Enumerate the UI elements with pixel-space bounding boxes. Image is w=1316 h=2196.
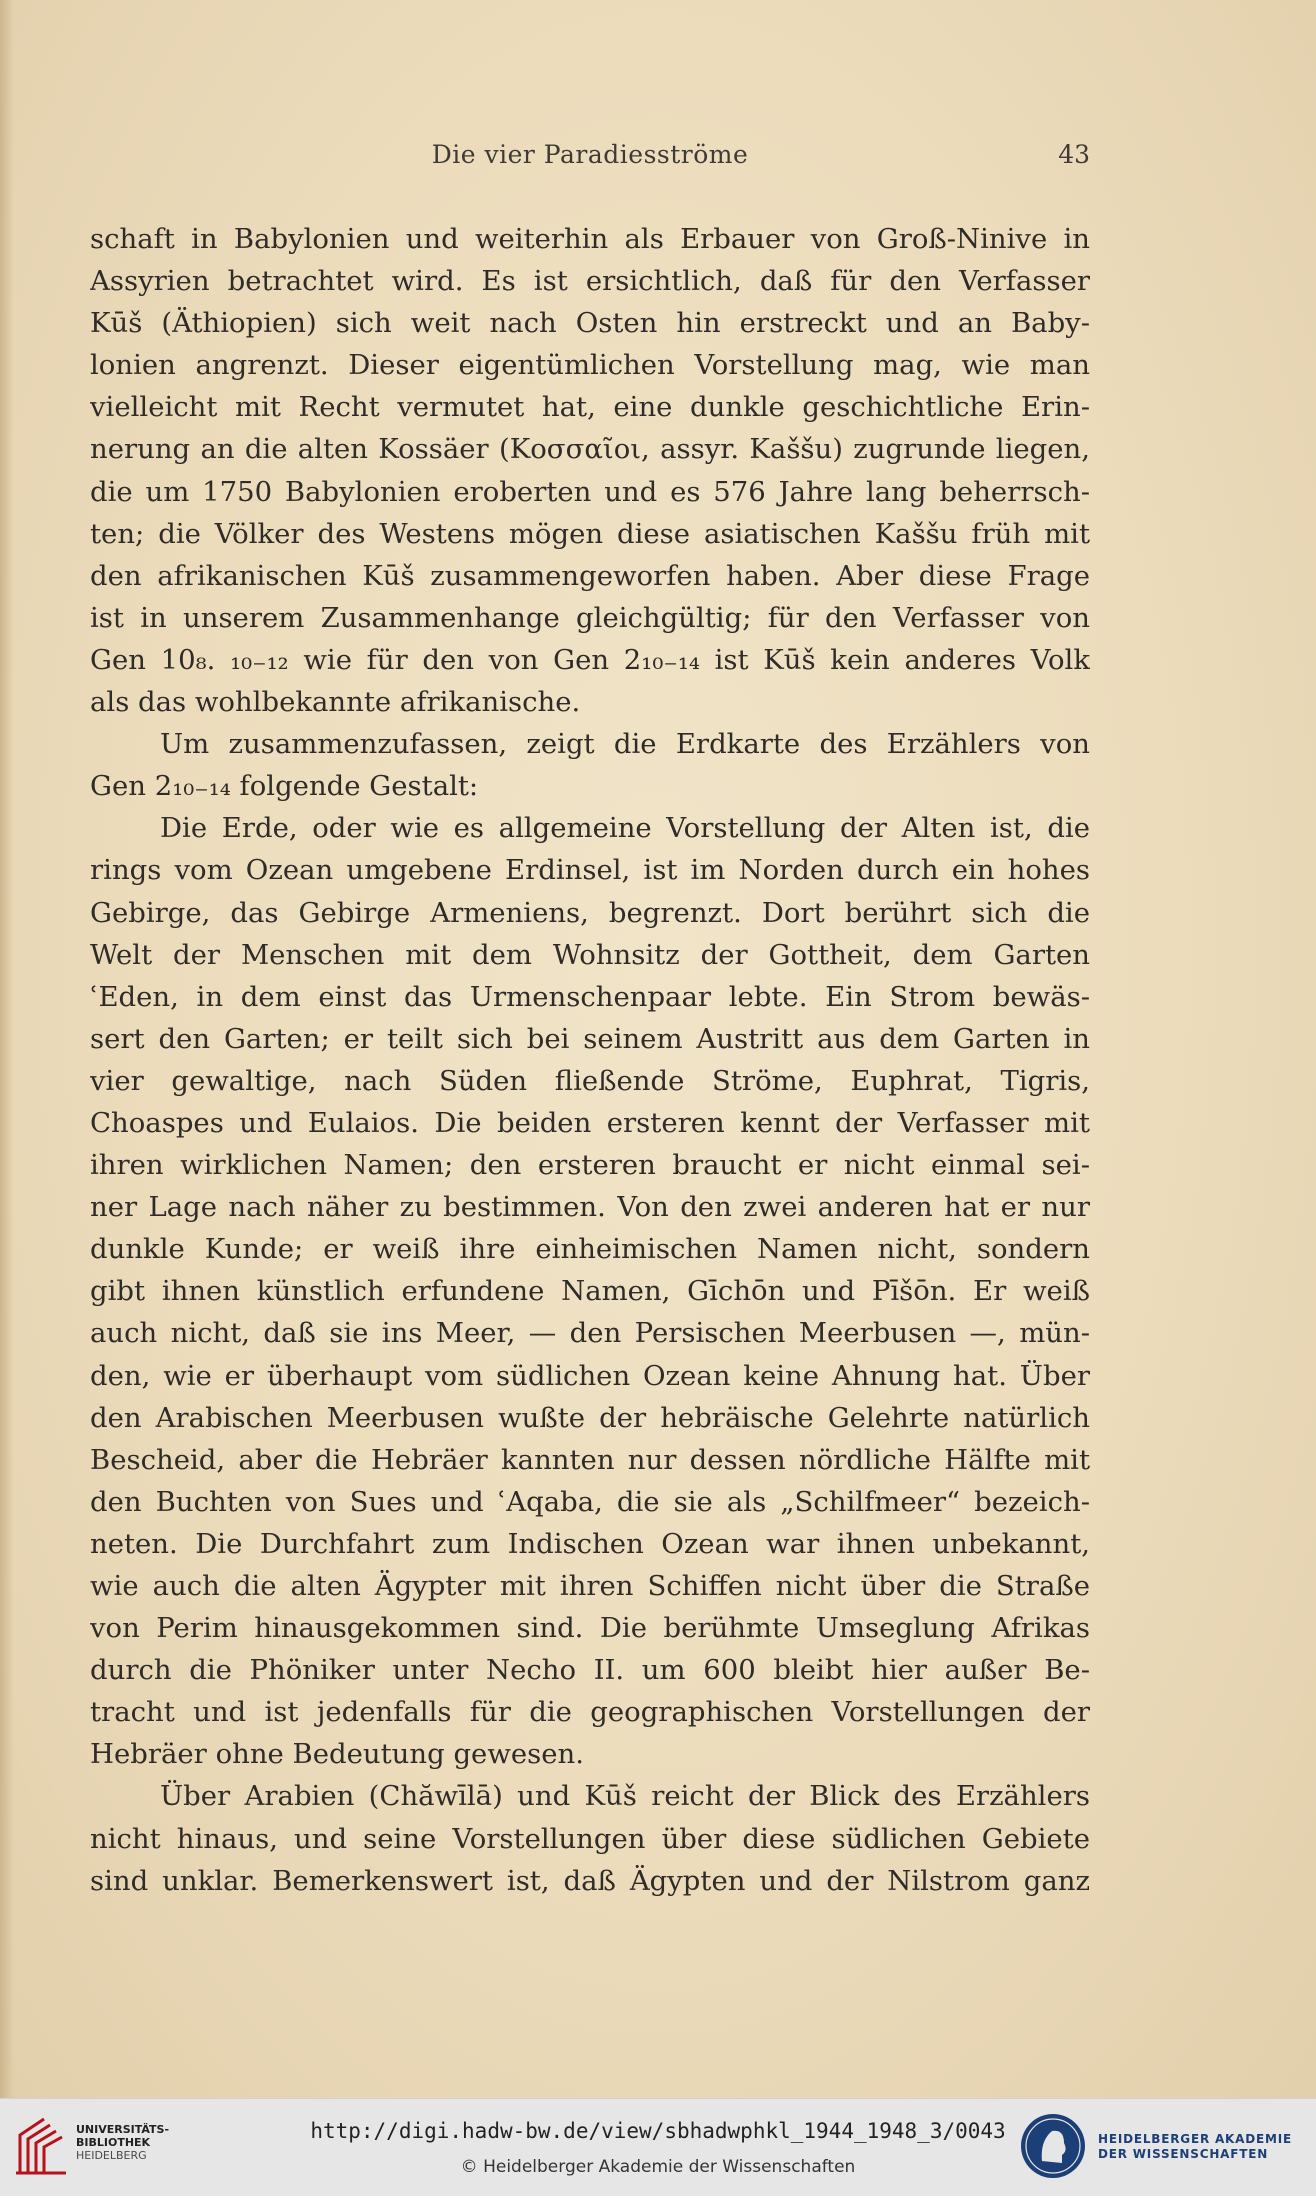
text-line: Choaspes und Eulaios. Die beiden ersteren kennt der Verfasser mit <box>90 1106 1090 1139</box>
text-line: ist in unserem Zusammenhange gleichgültig; für den Verfasser von <box>90 601 1090 634</box>
text-line: Um zusammenzufassen, zeigt die Erdkarte des Erzählers von <box>160 728 1090 761</box>
text-line: ʿEden, in dem einst das Urmenschenpaar lebte. Ein Strom bewäs- <box>90 980 1090 1013</box>
academy-seal-icon <box>1018 2111 1088 2181</box>
text-line: Assyrien betrachtet wird. Es ist ersichtlich, daß für den Verfasser <box>90 265 1090 298</box>
text-line: lonien angrenzt. Dieser eigentümlichen Vorstellung mag, wie man <box>90 349 1090 382</box>
running-title: Die vier Paradiesströme <box>431 140 749 169</box>
academy-name <box>1098 2132 1292 2162</box>
text-line: Welt der Menschen mit dem Wohnsitz der Gottheit, dem Garten <box>90 938 1090 971</box>
text-line: gibt ihnen künstlich erfundene Namen, Gīchōn und Pīšōn. Er weiß <box>90 1275 1090 1308</box>
text-line: nerung an die alten Kossäer (Κοσσαῖοι, assyr. Kaššu) zugrunde liegen, <box>90 433 1090 466</box>
text-line: Bescheid, aber die Hebräer kannten nur dessen nördliche Hälfte mit <box>90 1443 1090 1476</box>
library-name-line: UNIVERSITÄTS- <box>76 2123 170 2136</box>
copyright-notice: © Heidelberger Akademie der Wissenschaften <box>460 2157 856 2177</box>
text-line: die um 1750 Babylonien eroberten und es 576 Jahre lang beherrsch- <box>90 475 1090 508</box>
text-line: Gen 10₈. ₁₀₋₁₂ wie für den von Gen 2₁₀₋₁₄ ist Kūš kein anderes Volk <box>90 643 1090 676</box>
text-line: von Perim hinausgekommen sind. Die berühmte Umseglung Afrikas <box>90 1612 1090 1645</box>
academy-name-line: DER WISSENSCHAFTEN <box>1098 2147 1269 2161</box>
text-line: nicht hinaus, und seine Vorstellungen über diese südlichen Gebiete <box>90 1822 1090 1855</box>
text-line: Kūš (Äthiopien) sich weit nach Osten hin erstreckt und an Baby- <box>90 307 1090 340</box>
text-line: ten; die Völker des Westens mögen diese asiatischen Kaššu früh mit <box>90 517 1090 550</box>
text-line: sind unklar. Bemerkenswert ist, daß Ägypten und der Nilstrom ganz <box>90 1864 1090 1897</box>
text-line: ner Lage nach näher zu bestimmen. Von den zwei anderen hat er nur <box>90 1191 1090 1224</box>
text-line: durch die Phöniker unter Necho II. um 600 bleibt hier außer Be- <box>90 1654 1090 1687</box>
text-line: dunkle Kunde; er weiß ihre einheimischen Namen nicht, sondern <box>90 1233 1090 1266</box>
running-head <box>90 140 1090 180</box>
text-line: wie auch die alten Ägypter mit ihren Schiffen nicht über die Straße <box>90 1570 1090 1602</box>
text-line: vielleicht mit Recht vermutet hat, eine dunkle geschichtliche Erin- <box>90 391 1090 424</box>
text-line: den afrikanischen Kūš zusammengeworfen haben. Aber diese Frage <box>90 559 1090 592</box>
text-line: Hebräer ohne Bedeutung gewesen. <box>90 1738 584 1771</box>
digitization-footer <box>0 2098 1316 2196</box>
library-name-line: HEIDELBERG <box>76 2149 147 2162</box>
text-line: Die Erde, oder wie es allgemeine Vorstellung der Alten ist, die <box>160 812 1090 845</box>
text-line: den, wie er überhaupt vom südlichen Ozean keine Ahnung hat. Über <box>90 1359 1090 1392</box>
page-edge-shadow <box>0 0 14 2098</box>
text-line: auch nicht, daß sie ins Meer, — den Persischen Meerbusen —, mün- <box>90 1317 1090 1350</box>
academy-name-line: HEIDELBERGER AKADEMIE <box>1098 2132 1292 2146</box>
text-line: sert den Garten; er teilt sich bei seinem Austritt aus dem Garten in <box>90 1022 1090 1055</box>
text-line: vier gewaltige, nach Süden fließende Ströme, Euphrat, Tigris, <box>90 1064 1090 1097</box>
text-line: ihren wirklichen Namen; den ersteren braucht er nicht einmal sei- <box>90 1149 1090 1182</box>
text-line: Gen 2₁₀₋₁₄ folgende Gestalt: <box>90 770 479 803</box>
text-line: tracht und ist jedenfalls für die geographischen Vorstellungen der <box>90 1696 1090 1729</box>
page-number: 43 <box>1058 140 1090 169</box>
library-name-line: BIBLIOTHEK <box>76 2136 151 2149</box>
text-line: Über Arabien (Chăwīlā) und Kūš reicht der Blick des Erzählers <box>160 1780 1090 1813</box>
text-line: Gebirge, das Gebirge Armeniens, begrenzt. Dort berührt sich die <box>90 896 1090 929</box>
text-line: neten. Die Durchfahrt zum Indischen Ozean war ihnen unbekannt, <box>90 1527 1090 1560</box>
permalink-url[interactable]: http://digi.hadw-bw.de/view/sbhadwphkl_1944_1948_3/0043 <box>310 2119 1006 2143</box>
body-text <box>90 218 1090 1902</box>
text-line: schaft in Babylonien und weiterhin als Erbauer von Groß-Ninive in <box>90 223 1090 255</box>
text-line: den Arabischen Meerbusen wußte der hebräische Gelehrte natürlich <box>90 1401 1090 1434</box>
text-line: als das wohlbekannte afrikanische. <box>90 686 581 719</box>
text-line: den Buchten von Sues und ʿAqaba, die sie als „Schilfmeer“ bezeich- <box>90 1485 1090 1518</box>
text-line: rings vom Ozean umgebene Erdinsel, ist im Norden durch ein hohes <box>90 854 1090 887</box>
